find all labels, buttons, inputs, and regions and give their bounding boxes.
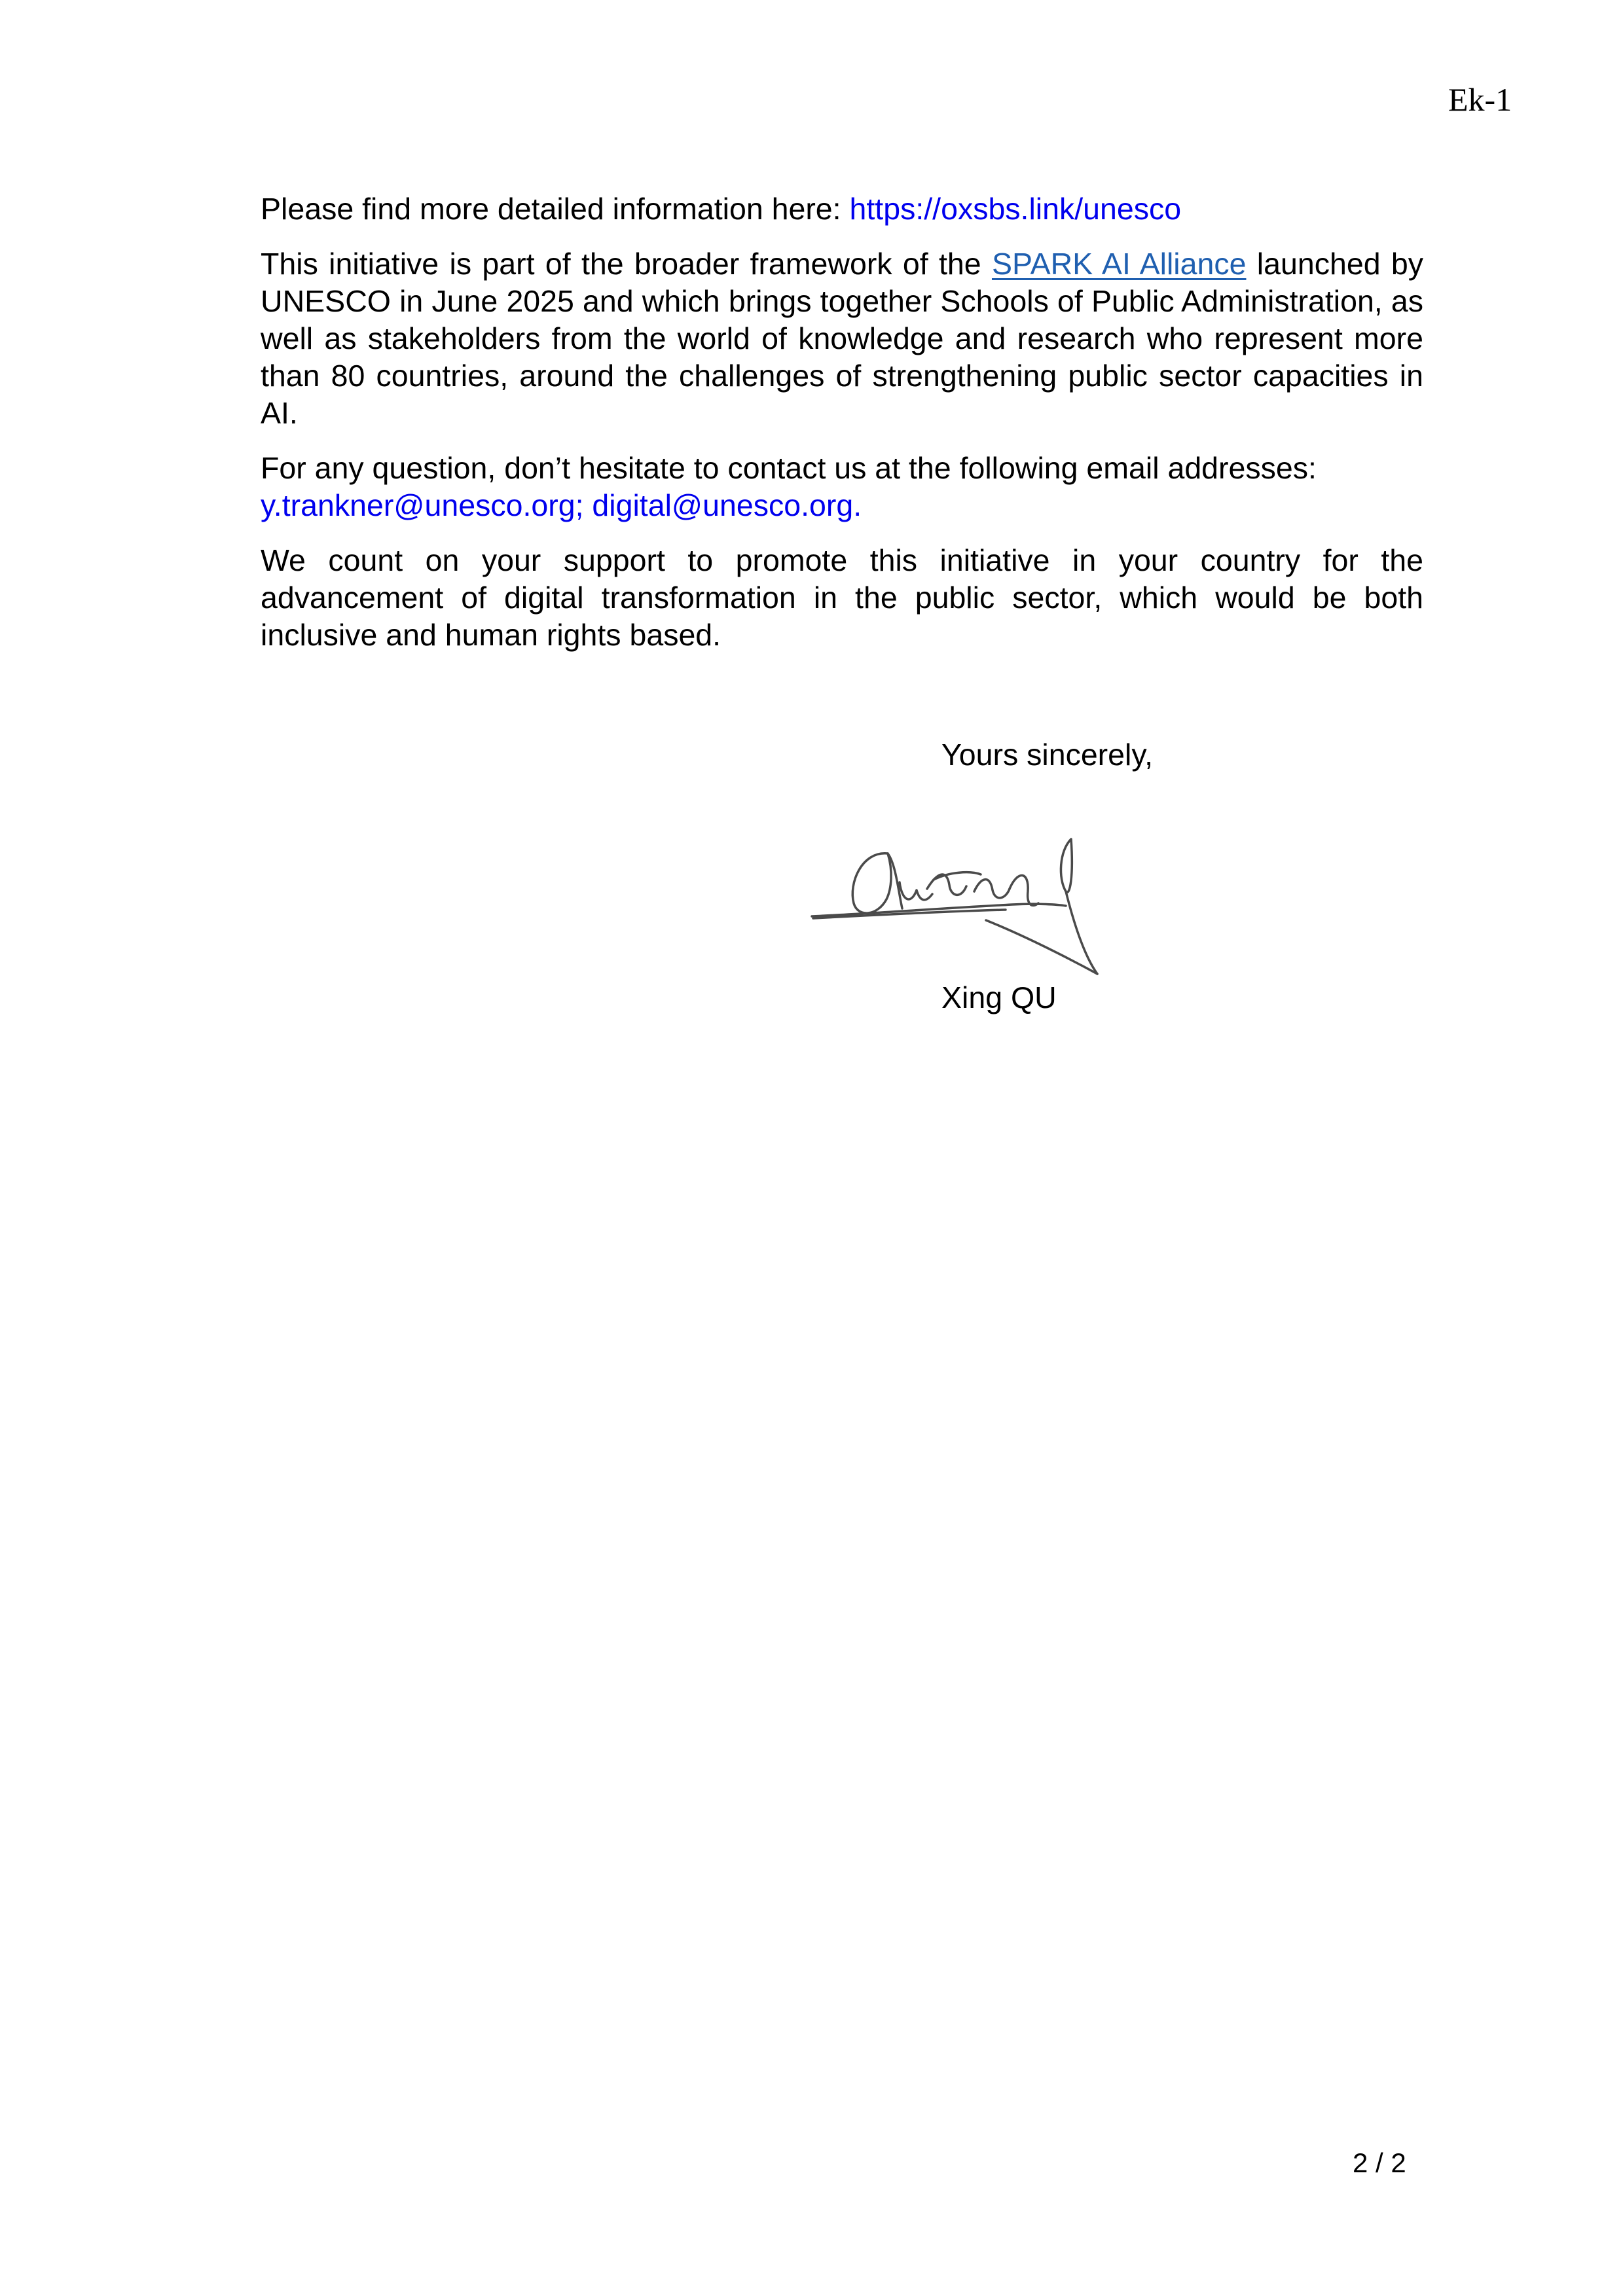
contact-paragraph [261, 450, 1423, 524]
email-link-digital[interactable]: digital@unesco.org [592, 488, 854, 522]
handwritten-signature [809, 831, 1123, 982]
letter-body [261, 190, 1423, 672]
initiative-paragraph [261, 245, 1423, 432]
signer-name: Xing QU [941, 980, 1057, 1014]
initiative-text-after: launched by UNESCO in June 2025 and which brings together Schools of Public Administration, as well as stakeholders from the world of knowledge and research who represent more than 80 countries, around the challenges of strengthening public sector capacities in AI. [261, 247, 1423, 430]
initiative-text-before: This initiative is part of the broader framework of the [261, 247, 992, 281]
info-text: Please find more detailed information here: [261, 192, 850, 226]
contact-text: For any question, don’t hesitate to contact us at the following email addresses: [261, 451, 1317, 485]
info-paragraph [261, 190, 1423, 228]
closing-salutation: Yours sincerely, [941, 738, 1154, 772]
info-link[interactable]: https://oxsbs.link/unesco [849, 192, 1182, 226]
email-separator: ; [575, 488, 593, 522]
support-paragraph: We count on your support to promote this initiative in your country for the advancement of digital transformation in the public sector, which would be both inclusive and human rights based. [261, 543, 1423, 652]
email-end: . [853, 488, 862, 522]
spark-ai-alliance-link[interactable]: SPARK AI Alliance [991, 247, 1247, 281]
page-number: 2 / 2 [1353, 2147, 1406, 2178]
annex-label: Ek-1 [1448, 81, 1512, 118]
email-link-trankner[interactable]: y.trankner@unesco.org [261, 488, 575, 522]
